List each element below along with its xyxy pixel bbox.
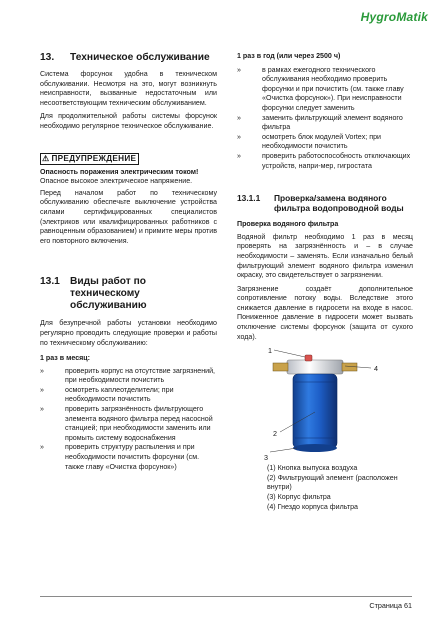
filter-paragraph-1: Водяной фильтр необходимо 1 раз в месяц проверять на загрязнённость и – в случае необходимости – заменять. Если изначально белый фильтрующий элемент водяного фильтра изменил окраску, это свидетельствует о загрязнении. <box>237 232 413 280</box>
caption-2: (2) Фильтрующий элемент (расположен внутри) <box>267 473 398 492</box>
list-item: » проверить работоспособность отключающих устройств, напри-мер, гигростата <box>237 151 411 170</box>
monthly-label: 1 раз в месяц: <box>40 354 91 363</box>
section-13-1-1-heading <box>237 193 413 213</box>
warning-text-2: Перед началом работ по техническому обслуживанию обеспечьте выключение устройства силами сертифицированных специалистов (электриков или квалифицированных работников с равноценным образованием) и примите меры против его повторного включения. <box>40 188 217 245</box>
list-item: » осмотреть блок модулей Vortex; при необходимости почистить <box>237 132 381 151</box>
warning-label: ПРЕДУПРЕЖДЕНИЕ <box>51 153 137 163</box>
page-number: Страница 61 <box>369 601 412 610</box>
list-item: » проверить загрязнённость фильтрующего элемента водяного фильтра перед насосной станцией; при необходимости заменить или промыть систему водоснабжения <box>40 405 213 442</box>
water-filter-illustration <box>237 346 413 464</box>
water-filter-figure <box>237 346 413 464</box>
filter-paragraph-2: Загрязнение создаёт дополнительное сопротивление потоку воды. Вследствие этого снижается давление в гидросети на входе в насос. Пониженное давление в гидросети может вызвать отключение системы форсунок (защита от сухого хода). <box>237 284 413 341</box>
yearly-list <box>237 66 413 172</box>
yearly-label: 1 раз в год (или через 2500 ч) <box>237 52 341 60</box>
monthly-list <box>40 367 217 473</box>
maintenance-paragraph: Для продолжительной работы системы форсунок необходимо регулярное техническое обслуживание. <box>40 112 217 130</box>
figure-label-3: 3 <box>264 453 268 463</box>
figure-captions <box>237 464 413 512</box>
warning-badge <box>40 153 139 165</box>
warning-triangle-icon: ⚠ <box>42 153 50 163</box>
list-item: » проверить корпус на отсутствие загрязнений, при необходимости почистить <box>40 366 216 385</box>
list-item: » заменить фильтрующий элемент водяного фильтра <box>237 113 403 132</box>
figure-label-1: 1 <box>268 346 272 356</box>
list-item: » осмотреть каплеотделители; при необходимости почистить <box>40 385 174 404</box>
brand-logo: HygroMatik <box>360 10 428 24</box>
list-item: » проверить структуру распыления и при необходимости почистить форсунки (см. также главу «Очистка форсунок») <box>40 443 200 471</box>
figure-label-2: 2 <box>273 429 277 439</box>
right-column <box>237 52 413 512</box>
caption-4: (4) Гнездо корпуса фильтра <box>267 502 359 511</box>
intro-paragraph: Система форсунок удобна в техническом обслуживании. Несмотря на это, могут возникнуть неисправности, вызванные недостаточным или несоответствующим техническим обслуживанием. <box>40 70 217 107</box>
warning-block <box>40 153 217 247</box>
section-13-title: Техническое обслуживание <box>70 52 210 63</box>
procedure-paragraph: Для безупречной работы установки необходимо регулярно проводить следующие проверки и работы по техническому обслуживанию: <box>40 319 217 347</box>
section-13-heading <box>40 52 217 64</box>
left-column <box>40 52 217 472</box>
caption-1: (1) Кнопка выпуска воздуха <box>267 464 358 473</box>
figure-label-4: 4 <box>374 364 378 374</box>
caption-3: (3) Корпус фильтра <box>267 493 331 502</box>
section-13-1-number: 13.1 <box>40 276 60 288</box>
section-13-number: 13. <box>40 52 55 63</box>
section-13-1-heading <box>40 276 217 312</box>
section-13-1-1-title: Проверка/замена водяного фильтра водопроводной воды <box>274 193 404 214</box>
warning-title: Опасность поражения электрическим током! <box>40 167 199 176</box>
list-item: » в рамках ежегодного технического обслуживания необходимо проверить форсунки и при почистить (см. также главу «Очистка форсунок»). При неисправности форсунки следует заменить <box>237 65 404 112</box>
footer-divider <box>40 596 412 597</box>
warning-text-1: Опасное высокое электрическое напряжение. <box>40 177 193 186</box>
check-label: Проверка водяного фильтра <box>237 220 339 229</box>
section-13-1-1-number: 13.1.1 <box>237 193 261 204</box>
section-13-1-title: Виды работ по техническому обслуживанию <box>70 276 147 312</box>
